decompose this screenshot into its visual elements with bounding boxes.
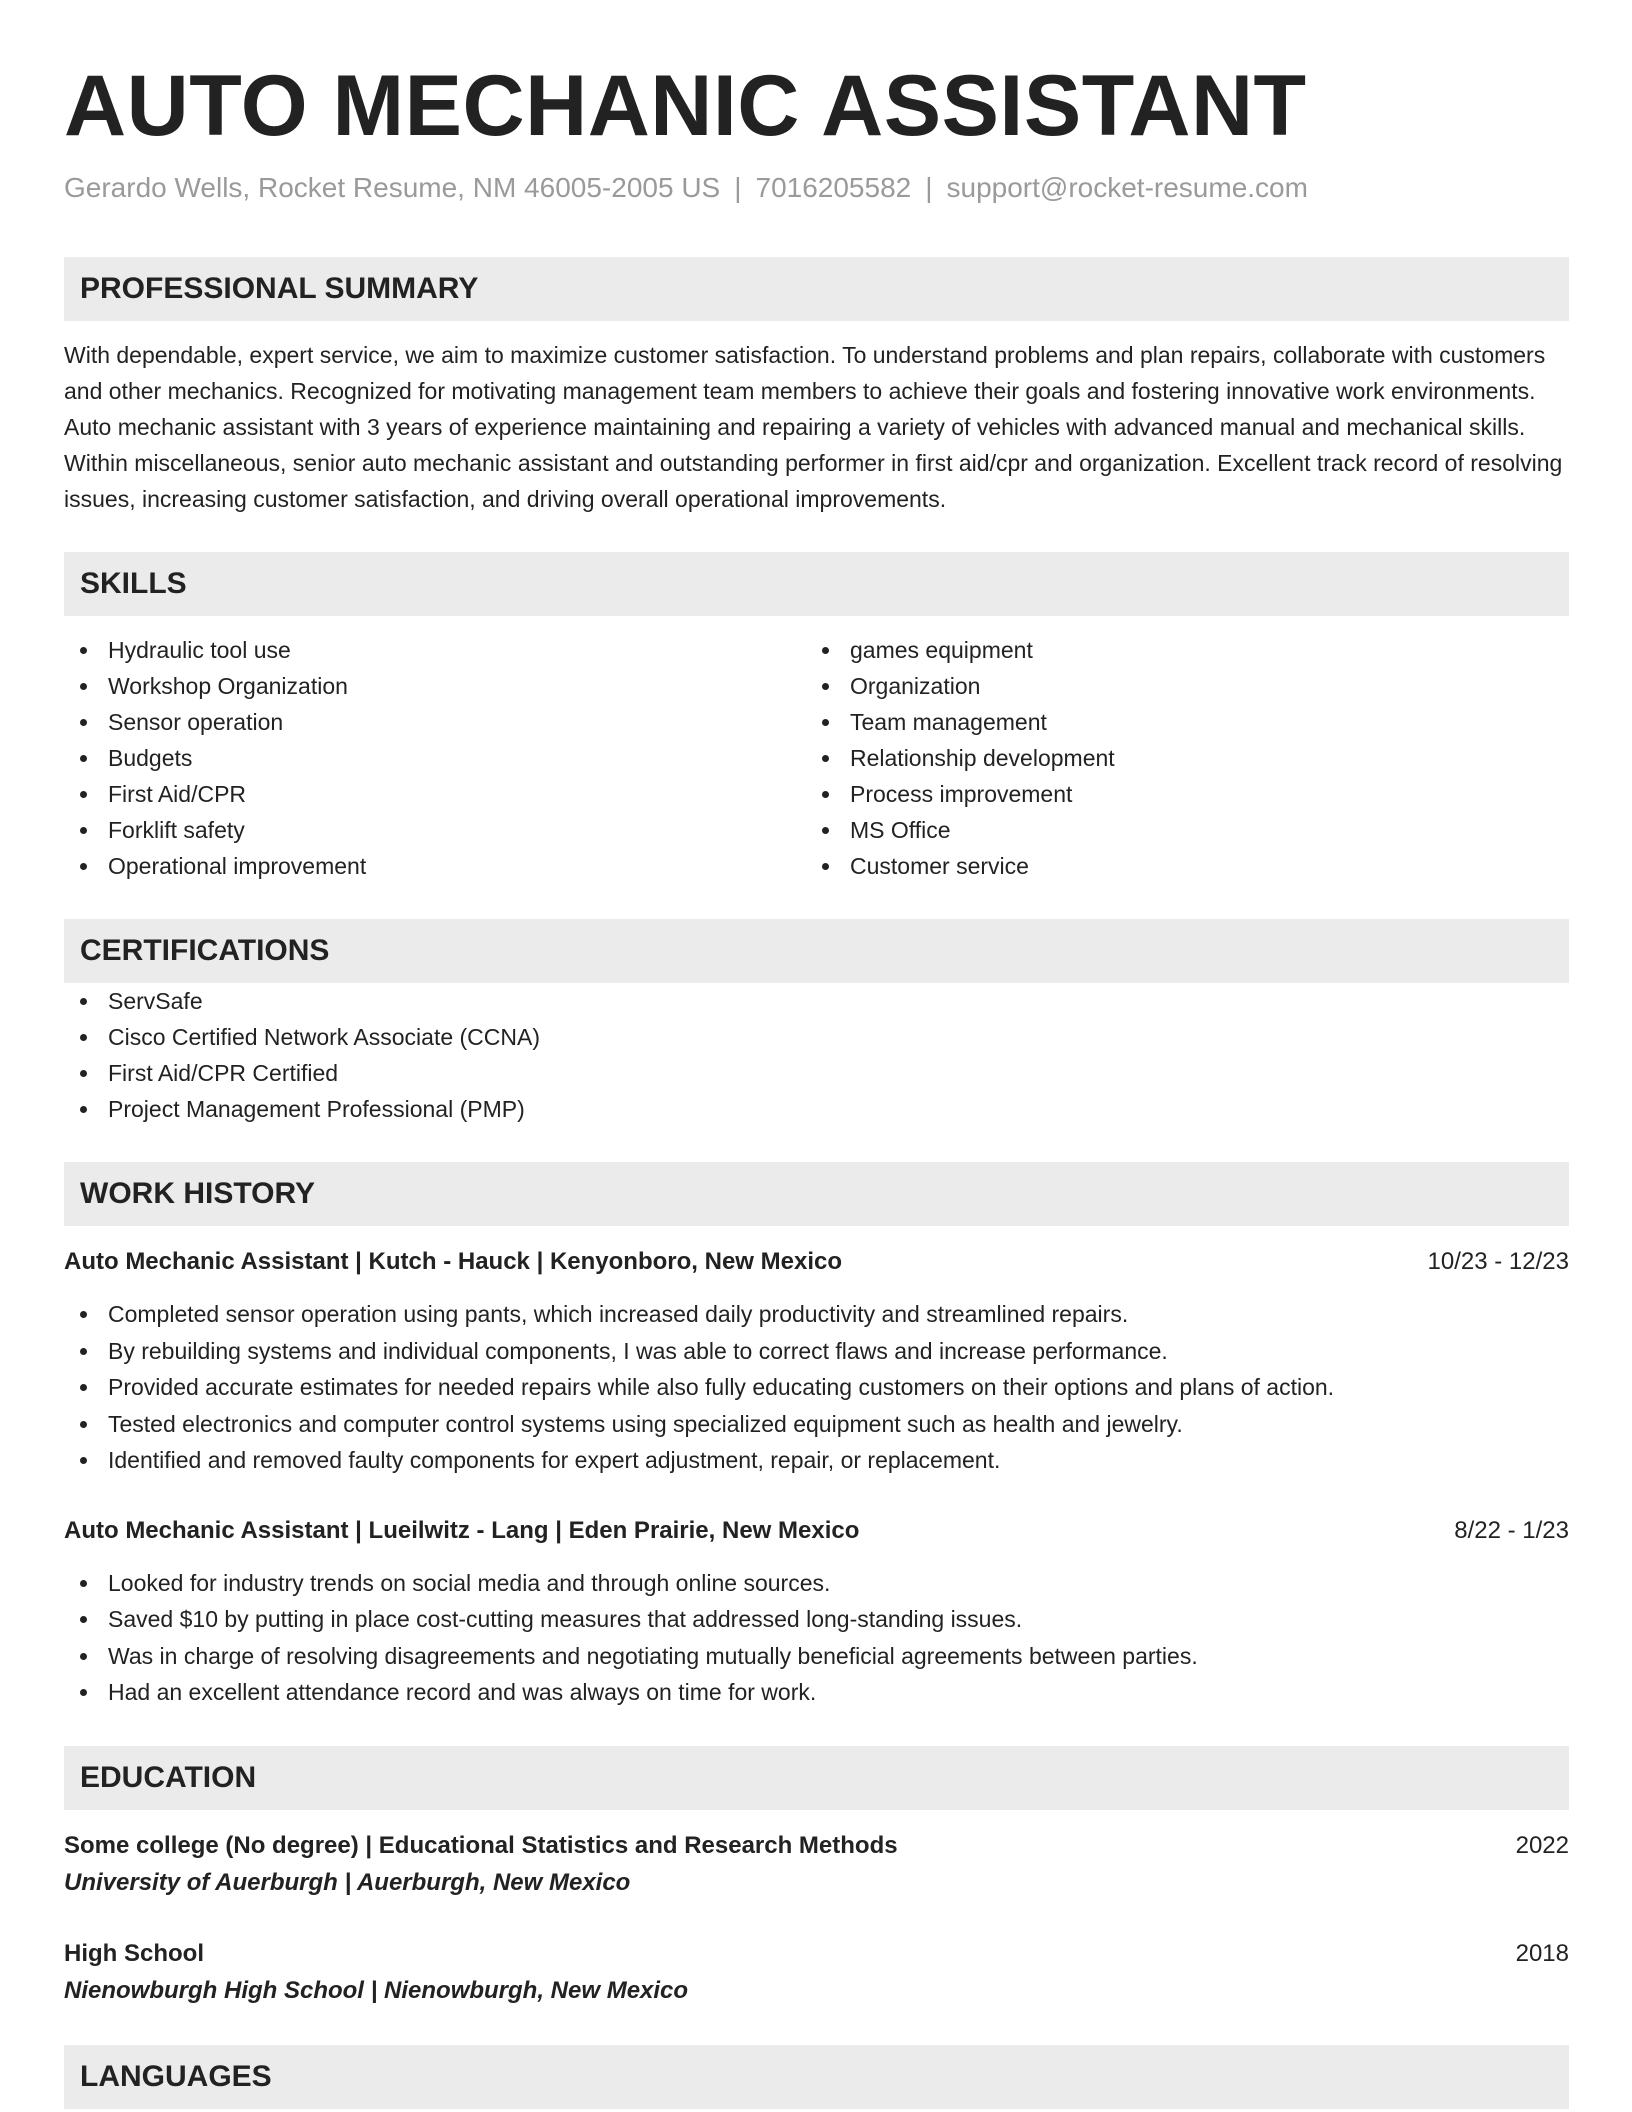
contact-separator: | — [734, 172, 742, 203]
skill-item: Relationship development — [806, 740, 1548, 776]
education-school: University of Auerburgh | Auerburgh, New Mexico — [64, 1868, 631, 1896]
job-bullet: Completed sensor operation using pants, which increased daily productivity and streamlined repairs. — [64, 1296, 1569, 1333]
skill-item: Hydraulic tool use — [64, 632, 806, 668]
section-heading-education: EDUCATION — [64, 1746, 1569, 1810]
job-title: Auto Mechanic Assistant | Lueilwitz - Lang | Eden Prairie, New Mexico — [64, 1516, 860, 1544]
job-bullets — [64, 1565, 1569, 1711]
job-bullet: Saved $10 by putting in place cost-cutting measures that addressed long-standing issues. — [64, 1601, 1569, 1638]
job-bullet: Looked for industry trends on social media and through online sources. — [64, 1565, 1569, 1602]
skill-item: Sensor operation — [64, 704, 806, 740]
education-degree: High School — [64, 1939, 204, 1967]
skill-item: games equipment — [806, 632, 1548, 668]
section-heading-work-history: WORK HISTORY — [64, 1162, 1569, 1226]
section-heading-summary: PROFESSIONAL SUMMARY — [64, 257, 1569, 321]
job-bullet: Provided accurate estimates for needed repairs while also fully educating customers on their options and plans of action. — [64, 1369, 1569, 1406]
job-entry — [64, 1244, 1569, 1479]
education-entry — [64, 1828, 1569, 1902]
job-dates: 8/22 - 1/23 — [1454, 1516, 1569, 1544]
job-header — [64, 1244, 1569, 1280]
skill-item: Customer service — [806, 848, 1548, 884]
certification-item: ServSafe — [64, 983, 1569, 1019]
skill-item: Organization — [806, 668, 1548, 704]
job-bullet: Tested electronics and computer control systems using specialized equipment such as health and jewelry. — [64, 1406, 1569, 1443]
skills-list-right — [806, 632, 1548, 884]
education-entry — [64, 1936, 1569, 2010]
job-bullet: By rebuilding systems and individual components, I was able to correct flaws and increase performance. — [64, 1333, 1569, 1370]
education-school: Nienowburgh High School | Nienowburgh, New Mexico — [64, 1976, 689, 2004]
skill-item: MS Office — [806, 812, 1548, 848]
skill-item: Operational improvement — [64, 848, 806, 884]
section-heading-skills: SKILLS — [64, 552, 1569, 616]
job-bullets — [64, 1296, 1569, 1479]
education-header — [64, 1828, 1569, 1864]
education-year: 2022 — [1515, 1831, 1569, 1859]
contact-separator: | — [925, 172, 933, 203]
skill-item: First Aid/CPR — [64, 776, 806, 812]
skill-item: Process improvement — [806, 776, 1548, 812]
contact-line — [64, 170, 1569, 206]
job-title: Auto Mechanic Assistant | Kutch - Hauck | Kenyonboro, New Mexico — [64, 1248, 842, 1275]
certification-item: First Aid/CPR Certified — [64, 1055, 1569, 1091]
education-degree: Some college (No degree) | Educational Statistics and Research Methods — [64, 1831, 898, 1859]
certification-item: Cisco Certified Network Associate (CCNA) — [64, 1019, 1569, 1055]
contact-address: Gerardo Wells, Rocket Resume, NM 46005-2005 US — [64, 172, 721, 203]
job-bullet: Had an excellent attendance record and was always on time for work. — [64, 1674, 1569, 1711]
skills-grid — [64, 632, 1569, 884]
contact-email: support@rocket-resume.com — [946, 172, 1308, 203]
section-heading-languages: LANGUAGES — [64, 2045, 1569, 2109]
certification-item: Project Management Professional (PMP) — [64, 1091, 1569, 1127]
education-header — [64, 1936, 1569, 1972]
job-bullet: Was in charge of resolving disagreements and negotiating mutually beneficial agreements between parties. — [64, 1638, 1569, 1675]
job-bullet: Identified and removed faulty components for expert adjustment, repair, or replacement. — [64, 1442, 1569, 1479]
certifications-list — [64, 983, 1569, 1127]
job-entry — [64, 1513, 1569, 1711]
job-dates: 10/23 - 12/23 — [1427, 1248, 1569, 1275]
section-heading-certifications: CERTIFICATIONS — [64, 919, 1569, 983]
education-year: 2018 — [1515, 1939, 1569, 1967]
skill-item: Workshop Organization — [64, 668, 806, 704]
job-header — [64, 1513, 1569, 1549]
contact-phone: 7016205582 — [755, 172, 912, 203]
skill-item: Team management — [806, 704, 1548, 740]
skills-list-left — [64, 632, 806, 884]
skill-item: Forklift safety — [64, 812, 806, 848]
skill-item: Budgets — [64, 740, 806, 776]
summary-text: With dependable, expert service, we aim to maximize customer satisfaction. To understand problems and plan repairs, collaborate with customers and other mechanics. Recognized for motivating management team members to achieve their goals and fostering innovative work environments. Auto mechanic assistant with 3 years of experience maintaining and repairing a variety of vehicles with advanced manual and mechanical skills. Within miscellaneous, senior auto mechanic assistant and outstanding performer in first aid/cpr and organization. Excellent track record of resolving issues, increasing customer satisfaction, and driving overall operational improvements. — [64, 342, 1563, 512]
resume-title: AUTO MECHANIC ASSISTANT — [64, 58, 1307, 154]
